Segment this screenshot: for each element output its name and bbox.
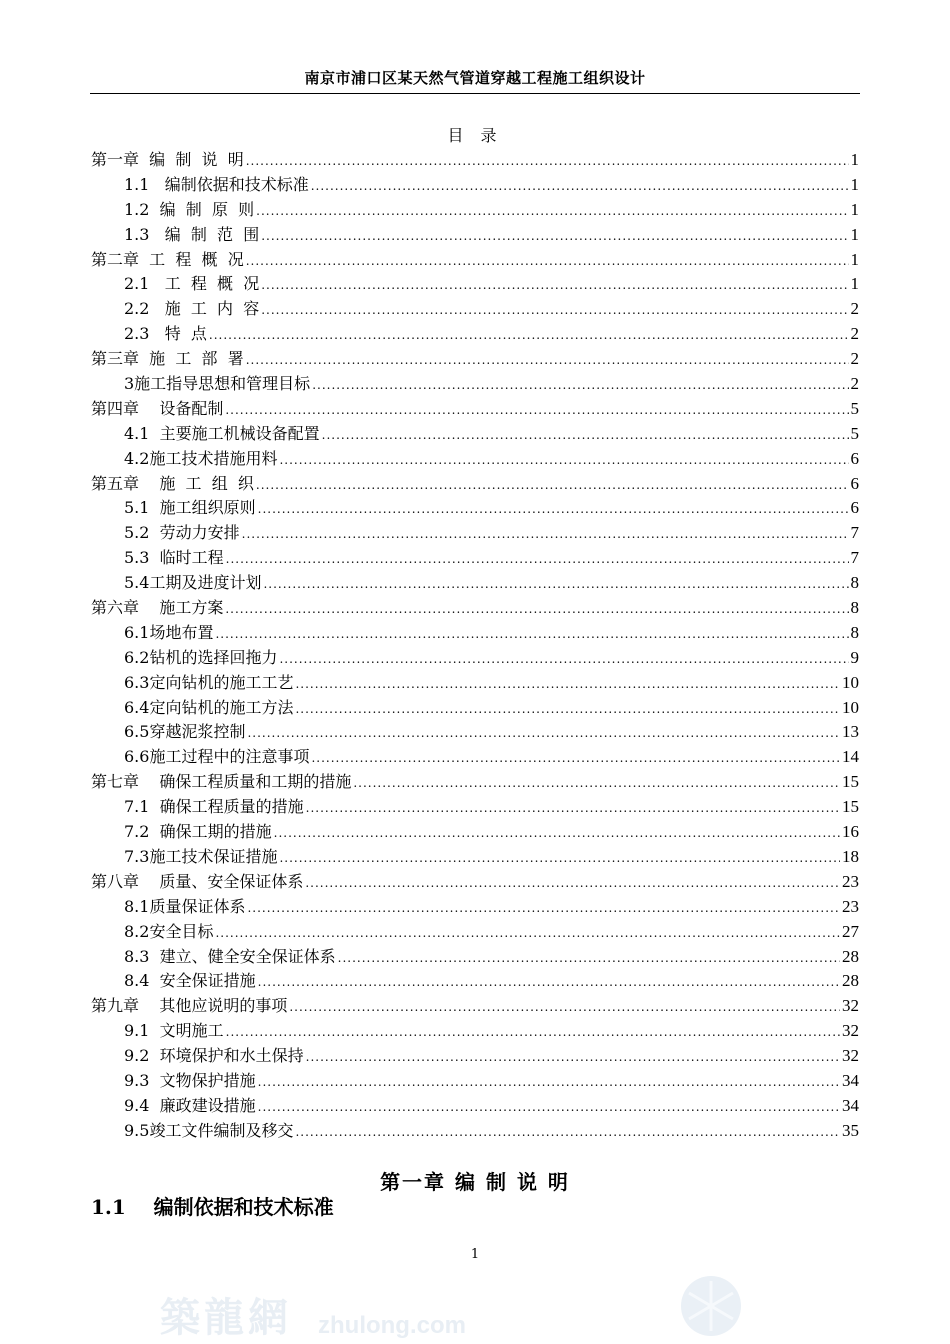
toc-section-entry[interactable] xyxy=(91,297,859,322)
toc-entry-label: 5.2 劳动力安排 xyxy=(124,523,240,543)
toc-chapter-entry[interactable] xyxy=(91,148,859,173)
toc-entry-label: 8.1质量保证体系 xyxy=(124,896,246,916)
toc-entry-page: 1 xyxy=(850,249,859,269)
toc-entry-label: 9.1 文明施工 xyxy=(124,1021,224,1041)
toc-leader-dots xyxy=(209,323,849,348)
toc-entry-label: 第九章 其他应说明的事项 xyxy=(91,996,288,1016)
toc-entry-page: 23 xyxy=(842,896,859,916)
toc-entry-label: 9.3 文物保护措施 xyxy=(124,1070,256,1090)
toc-leader-dots xyxy=(338,946,840,971)
toc-section-entry[interactable] xyxy=(91,546,859,571)
toc-entry-label: 9.4 廉政建设措施 xyxy=(124,1095,256,1115)
watermark-url: zhulong.com xyxy=(318,1312,466,1339)
toc-leader-dots xyxy=(215,921,840,946)
toc-leader-dots xyxy=(279,448,848,473)
toc-entry-label: 8.4 安全保证措施 xyxy=(124,971,256,991)
toc-entry-label: 第八章 质量、安全保证体系 xyxy=(91,871,304,891)
toc-entry-label: 第六章 施工方案 xyxy=(91,598,224,618)
toc-leader-dots xyxy=(306,796,840,821)
toc-leader-dots xyxy=(279,647,848,672)
toc-entry-page: 16 xyxy=(842,822,859,842)
toc-entry-page: 2 xyxy=(850,374,859,394)
toc-chapter-entry[interactable] xyxy=(91,596,859,621)
toc-section-entry[interactable] xyxy=(91,496,859,521)
page-header xyxy=(90,66,860,94)
toc-chapter-entry[interactable] xyxy=(91,994,859,1019)
chapter-heading: 第一章 编 制 说 明 xyxy=(380,1170,570,1194)
toc-section-entry[interactable] xyxy=(91,1094,859,1119)
toc-section-entry[interactable] xyxy=(91,745,859,770)
toc-section-entry[interactable] xyxy=(91,322,859,347)
toc-entry-page: 9 xyxy=(850,647,859,667)
toc-entry-page: 32 xyxy=(842,1046,859,1066)
toc-entry-page: 1 xyxy=(850,174,859,194)
toc-section-entry[interactable] xyxy=(91,945,859,970)
toc-leader-dots xyxy=(258,497,849,522)
toc-leader-dots xyxy=(311,746,840,771)
toc-entry-page: 5 xyxy=(850,423,859,443)
toc-leader-dots xyxy=(261,224,848,249)
toc-entry-page: 34 xyxy=(842,1095,859,1115)
toc-leader-dots xyxy=(226,1020,840,1045)
toc-chapter-entry[interactable] xyxy=(91,347,859,372)
toc-leader-dots xyxy=(242,522,849,547)
watermark-snowflake-icon xyxy=(676,1271,746,1341)
toc-entry-label: 第四章 设备配制 xyxy=(91,398,224,418)
toc-entry-label: 2.1 工 程 概 况 xyxy=(124,274,260,294)
toc-entry-label: 1.2 编 制 原 则 xyxy=(124,199,255,219)
toc-leader-dots xyxy=(261,273,848,298)
toc-leader-dots xyxy=(295,1120,840,1145)
toc-leader-dots xyxy=(295,672,840,697)
toc-entry-page: 1 xyxy=(850,224,859,244)
toc-entry-label: 4.2施工技术措施用料 xyxy=(124,448,278,468)
toc-entry-label: 8.2安全目标 xyxy=(124,921,214,941)
toc-section-entry[interactable] xyxy=(91,1119,859,1144)
watermark-logo-text: 築龍網 xyxy=(160,1294,292,1341)
toc-section-entry[interactable] xyxy=(91,621,859,646)
toc-entry-page: 2 xyxy=(850,349,859,369)
toc-section-entry[interactable] xyxy=(91,422,859,447)
toc-entry-label: 3施工指导思想和管理目标 xyxy=(124,374,311,394)
toc-leader-dots xyxy=(256,199,848,224)
toc-entry-page: 15 xyxy=(842,797,859,817)
toc-entry-page: 6 xyxy=(850,498,859,518)
toc-title: 目 录 xyxy=(447,126,503,145)
document-title: 南京市浦口区某天然气管道穿越工程施工组织设计 xyxy=(304,69,646,87)
toc-entry-label: 9.2 环境保护和水土保持 xyxy=(124,1046,304,1066)
toc-leader-dots xyxy=(225,597,848,622)
toc-section-entry[interactable] xyxy=(91,173,859,198)
toc-entry-page: 2 xyxy=(850,324,859,344)
toc-entry-label: 2.3 特 点 xyxy=(124,324,207,344)
toc-entry-page: 8 xyxy=(850,598,859,618)
toc-leader-dots xyxy=(263,572,848,597)
toc-entry-page: 1 xyxy=(850,199,859,219)
toc-leader-dots xyxy=(312,373,848,398)
toc-entry-label: 6.3定向钻机的施工工艺 xyxy=(124,672,294,692)
toc-leader-dots xyxy=(247,896,840,921)
toc-section-entry[interactable] xyxy=(91,845,859,870)
toc-entry-label: 7.3施工技术保证措施 xyxy=(124,846,278,866)
toc-entry-page: 6 xyxy=(850,448,859,468)
toc-entry-label: 7.1 确保工程质量的措施 xyxy=(124,797,304,817)
toc-entry-label: 第七章 确保工程质量和工期的措施 xyxy=(91,772,352,792)
toc-entry-page: 15 xyxy=(842,772,859,792)
toc-leader-dots xyxy=(289,995,840,1020)
toc-leader-dots xyxy=(246,249,849,274)
toc-entry-label: 4.1 主要施工机械设备配置 xyxy=(124,423,320,443)
toc-entry-label: 第二章 工 程 概 况 xyxy=(91,249,244,269)
toc-leader-dots xyxy=(305,871,840,896)
table-of-contents xyxy=(91,148,859,1144)
toc-chapter-entry[interactable] xyxy=(91,397,859,422)
toc-chapter-entry[interactable] xyxy=(91,870,859,895)
toc-entry-page: 10 xyxy=(842,672,859,692)
toc-entry-label: 第三章 施 工 部 署 xyxy=(91,349,244,369)
toc-leader-dots xyxy=(247,721,840,746)
toc-section-entry[interactable] xyxy=(91,720,859,745)
toc-entry-label: 9.5竣工文件编制及移交 xyxy=(124,1120,294,1140)
toc-entry-page: 14 xyxy=(842,747,859,767)
toc-leader-dots xyxy=(322,423,849,448)
toc-entry-label: 7.2 确保工期的措施 xyxy=(124,822,272,842)
toc-entry-page: 1 xyxy=(850,274,859,294)
toc-entry-page: 8 xyxy=(850,573,859,593)
toc-section-entry[interactable] xyxy=(91,696,859,721)
toc-leader-dots xyxy=(274,821,840,846)
toc-chapter-entry[interactable] xyxy=(91,472,859,497)
toc-entry-page: 13 xyxy=(842,722,859,742)
toc-entry-label: 8.3 建立、健全安全保证体系 xyxy=(124,946,336,966)
toc-section-entry[interactable] xyxy=(91,1069,859,1094)
toc-entry-label: 5.4工期及进度计划 xyxy=(124,573,262,593)
toc-entry-page: 1 xyxy=(850,150,859,169)
toc-section-entry[interactable] xyxy=(91,1044,859,1069)
toc-entry-label: 6.6施工过程中的注意事项 xyxy=(124,747,310,767)
toc-entry-label: 第五章 施 工 组 织 xyxy=(91,473,254,493)
toc-leader-dots xyxy=(353,771,840,796)
toc-entry-page: 28 xyxy=(842,971,859,991)
toc-entry-label: 6.5穿越泥浆控制 xyxy=(124,722,246,742)
toc-leader-dots xyxy=(246,149,849,174)
toc-leader-dots xyxy=(261,298,848,323)
toc-section-entry[interactable] xyxy=(91,671,859,696)
toc-entry-label: 第一章 编 制 说 明 xyxy=(91,150,244,169)
toc-entry-page: 5 xyxy=(850,398,859,418)
toc-leader-dots xyxy=(311,174,849,199)
toc-entry-page: 2 xyxy=(850,299,859,319)
toc-section-entry[interactable] xyxy=(91,895,859,920)
toc-leader-dots xyxy=(295,697,840,722)
toc-entry-page: 8 xyxy=(850,622,859,642)
toc-leader-dots xyxy=(306,1045,840,1070)
toc-entry-label: 5.1 施工组织原则 xyxy=(124,498,256,518)
toc-chapter-entry[interactable] xyxy=(91,770,859,795)
toc-entry-page: 35 xyxy=(842,1120,859,1140)
toc-entry-page: 32 xyxy=(842,1021,859,1041)
toc-leader-dots xyxy=(246,348,849,373)
toc-entry-page: 10 xyxy=(842,697,859,717)
toc-entry-page: 32 xyxy=(842,996,859,1016)
toc-chapter-entry[interactable] xyxy=(91,248,859,273)
toc-leader-dots xyxy=(258,1095,840,1120)
toc-leader-dots xyxy=(256,473,849,498)
toc-entry-page: 18 xyxy=(842,846,859,866)
toc-section-entry[interactable] xyxy=(91,447,859,472)
toc-section-entry[interactable] xyxy=(91,571,859,596)
toc-entry-page: 7 xyxy=(850,548,859,568)
toc-section-entry[interactable] xyxy=(91,795,859,820)
toc-section-entry[interactable] xyxy=(91,646,859,671)
toc-section-entry[interactable] xyxy=(91,969,859,994)
toc-entry-page: 28 xyxy=(842,946,859,966)
toc-leader-dots xyxy=(225,398,848,423)
toc-entry-page: 7 xyxy=(850,523,859,543)
toc-entry-label: 6.4定向钻机的施工方法 xyxy=(124,697,294,717)
toc-section-entry[interactable] xyxy=(91,198,859,223)
toc-section-entry[interactable] xyxy=(91,820,859,845)
toc-leader-dots xyxy=(279,846,840,871)
section-heading: 1.1 编制依据和技术标准 xyxy=(91,1195,334,1219)
toc-leader-dots xyxy=(215,622,848,647)
toc-entry-page: 27 xyxy=(842,921,859,941)
toc-entry-label: 2.2 施 工 内 容 xyxy=(124,299,260,319)
toc-section-entry[interactable] xyxy=(91,521,859,546)
toc-entry-label: 1.3 编 制 范 围 xyxy=(124,224,260,244)
toc-leader-dots xyxy=(258,970,840,995)
toc-entry-label: 1.1 编制依据和技术标准 xyxy=(124,174,309,194)
toc-entry-label: 6.1场地布置 xyxy=(124,622,214,642)
toc-section-entry[interactable] xyxy=(91,920,859,945)
toc-section-entry[interactable] xyxy=(91,223,859,248)
toc-entry-page: 23 xyxy=(842,871,859,891)
toc-entry-page: 6 xyxy=(850,473,859,493)
page-number: 1 xyxy=(470,1247,480,1262)
toc-entry-label: 6.2钻机的选择回拖力 xyxy=(124,647,278,667)
toc-section-entry[interactable] xyxy=(91,372,859,397)
toc-section-entry[interactable] xyxy=(91,1019,859,1044)
toc-entry-page: 34 xyxy=(842,1070,859,1090)
toc-entry-label: 5.3 临时工程 xyxy=(124,548,224,568)
toc-section-entry[interactable] xyxy=(91,272,859,297)
toc-leader-dots xyxy=(258,1070,840,1095)
toc-leader-dots xyxy=(226,547,849,572)
